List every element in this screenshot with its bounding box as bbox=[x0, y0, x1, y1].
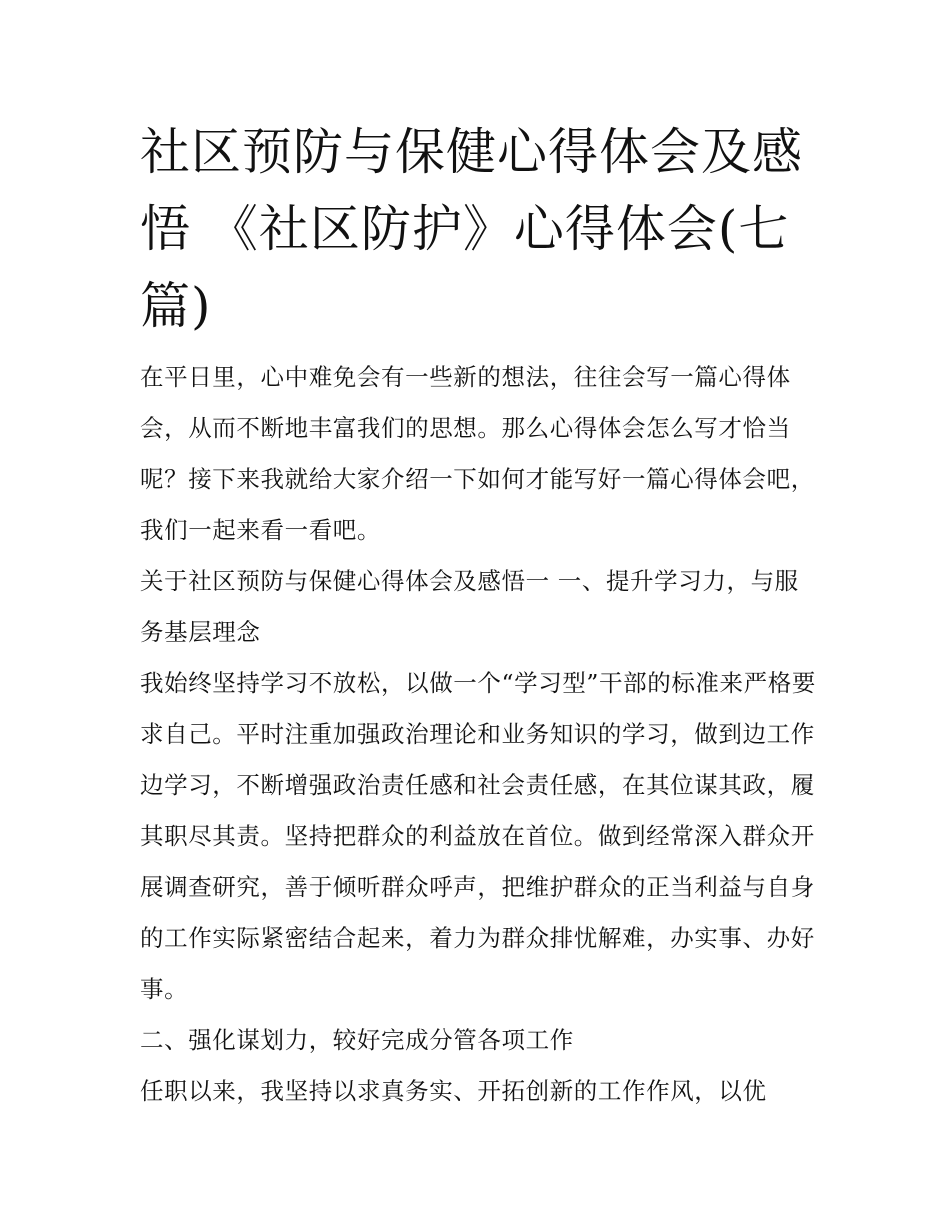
document-title: 社区预防与保健心得体会及感悟 《社区防护》心得体会(七篇) bbox=[140, 123, 803, 335]
document-body bbox=[140, 352, 820, 1117]
paragraph-section-two-body: 任职以来，我坚持以求真务实、开拓创新的工作作风，以优 bbox=[140, 1077, 767, 1105]
paragraph-section-one-body: 我始终坚持学习不放松，以做一个“学习型”干部的标准来严格要求自己。平时注重加强政治理论和业务知识的学习，做到边工作边学习，不断增强政治责任感和社会责任感，在其位谋其政，履其职尽其责。坚持把群众的利益放在首位。做到经常深入群众开展调查研究，善于倾听群众呼声，把维护群众的正当利益与自身的工作实际紧密结合起来，着力为群众排忧解难，办实事、办好事。 bbox=[140, 669, 816, 1003]
paragraph-section-one-heading: 关于社区预防与保健心得体会及感悟一 一、提升学习力，与服务基层理念 bbox=[140, 567, 799, 646]
paragraph-section-two-heading: 二、强化谋划力，较好完成分管各项工作 bbox=[140, 1026, 574, 1054]
paragraph-intro: 在平日里，心中难免会有一些新的想法，往往会写一篇心得体会，从而不断地丰富我们的思想。那么心得体会怎么写才恰当呢？接下来我就给大家介绍一下如何才能写好一篇心得体会吧，我们一起来看一看吧。 bbox=[140, 363, 815, 544]
